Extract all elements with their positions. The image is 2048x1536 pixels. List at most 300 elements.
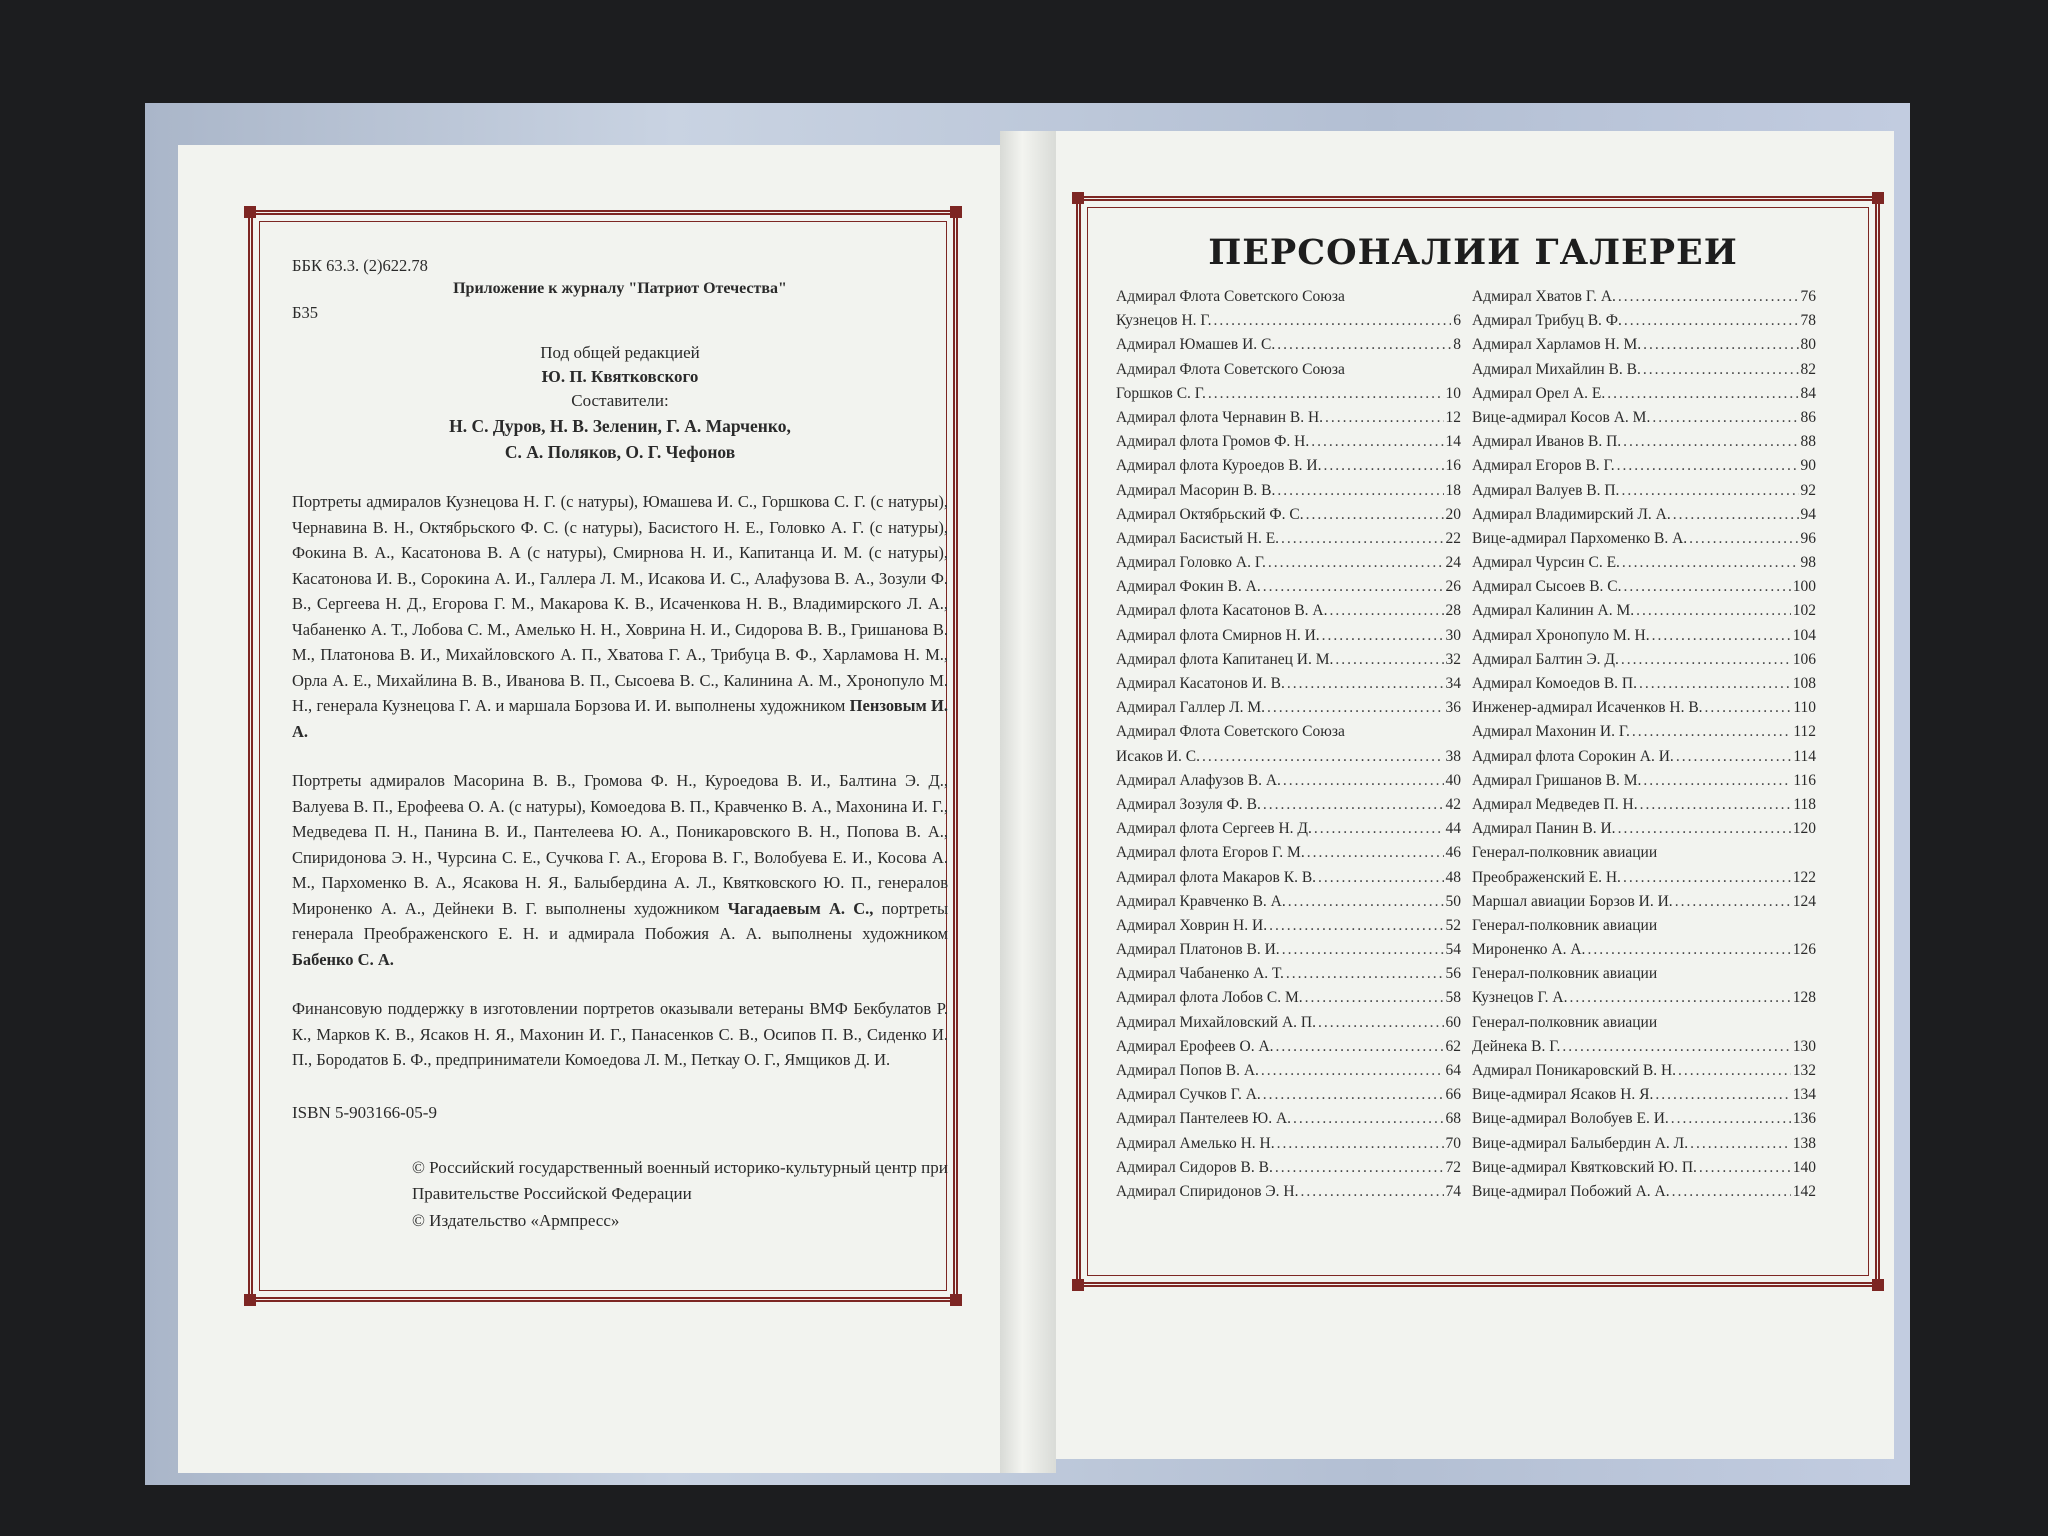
leader-dots — [1263, 578, 1444, 596]
entry-page-number: 46 — [1445, 844, 1461, 862]
bbk-code: ББК 63.3. (2)622.78 — [292, 256, 428, 275]
contents-entry — [1116, 482, 1461, 506]
entry-page-number: 14 — [1445, 433, 1461, 451]
entry-page-number: 134 — [1792, 1086, 1816, 1104]
sponsors-paragraph: Финансовую поддержку в изготовлении портретов оказывали ветераны ВМФ Бекбулатов Р. К., Марков К. В., Ясаков Н. Я., Махонин И. Г., Панасенков С. В., Осипов П. В., Сиденко И. П., Бородатов Б. Ф., предприниматели Комоедова Л. М., Петкау О. Г., Ямщиков Д. И. — [292, 999, 948, 1069]
entry-name: Адмирал Владимирский Л. А. — [1472, 505, 1671, 523]
entry-page-number: 122 — [1792, 868, 1816, 886]
entry-name: Вице-адмирал Квятковский Ю. П. — [1472, 1158, 1697, 1176]
entry-page-number: 92 — [1800, 481, 1816, 499]
contents-entry — [1116, 917, 1461, 941]
leader-dots — [1624, 312, 1799, 330]
contents-entry — [1116, 723, 1461, 747]
entry-name: Генерал-полковник авиации — [1472, 844, 1658, 862]
portraits-paragraph-2 — [292, 768, 948, 972]
entry-page-number: 100 — [1792, 578, 1816, 596]
leader-dots — [1318, 869, 1443, 887]
contents-entry — [1472, 965, 1816, 989]
contents-entry — [1472, 627, 1816, 651]
leader-dots — [1562, 1038, 1790, 1056]
entry-name: Инженер-адмирал Исаченков Н. В. — [1472, 699, 1703, 717]
entry-name: Адмирал Чурсин С. Е. — [1472, 554, 1620, 572]
contents-entry — [1472, 675, 1816, 699]
contents-entry — [1116, 409, 1461, 433]
contents-entry — [1116, 1135, 1461, 1159]
copyright-1: © Российский государственный военный историко-культурный центр при Правительстве Российской Федерации — [412, 1157, 948, 1203]
entry-page-number: 128 — [1792, 989, 1816, 1007]
leader-dots — [1261, 1062, 1444, 1080]
contents-entry — [1472, 844, 1816, 868]
contents-entry — [1472, 699, 1816, 723]
book-gutter — [1000, 131, 1056, 1473]
leader-dots — [1283, 772, 1444, 790]
entry-name: Адмирал Хронопуло М. Н. — [1472, 626, 1650, 644]
leader-dots — [1699, 1159, 1791, 1177]
entry-page-number: 56 — [1445, 965, 1461, 983]
entry-page-number: 120 — [1792, 820, 1816, 838]
entry-name: Адмирал Флота Советского Союза — [1116, 360, 1345, 378]
entry-name: Адмирал Галлер Л. М. — [1116, 699, 1266, 717]
contents-entry — [1472, 893, 1816, 917]
contents-entry — [1116, 433, 1461, 457]
contents-entry — [1472, 530, 1816, 554]
contents-entry — [1472, 1183, 1816, 1207]
contents-entry — [1472, 989, 1816, 1013]
entry-name: Адмирал Поникаровский В. Н. — [1472, 1062, 1677, 1079]
entry-page-number: 30 — [1445, 626, 1461, 644]
entry-page-number: 20 — [1445, 505, 1461, 523]
entry-name: Адмирал Попов В. А. — [1116, 1062, 1259, 1079]
leader-dots — [1639, 675, 1791, 693]
entry-name: Адмирал Сидоров В. В. — [1116, 1158, 1273, 1176]
entry-page-number: 10 — [1445, 384, 1461, 402]
entry-name: Кузнецов Г. А. — [1472, 989, 1568, 1007]
contents-entry — [1472, 748, 1816, 772]
entry-name: Исаков И. С. — [1116, 747, 1200, 765]
leader-dots — [1276, 1038, 1444, 1056]
artist-name-3: Бабенко С. А. — [292, 949, 394, 969]
entry-page-number: 90 — [1800, 457, 1816, 475]
entry-name: Адмирал Комоедов В. П. — [1472, 675, 1637, 692]
entry-name: Адмирал Калинин А. М. — [1472, 602, 1635, 620]
contents-entry — [1472, 457, 1816, 481]
contents-entry — [1472, 433, 1816, 457]
entry-name: Мироненко А. А. — [1472, 941, 1586, 959]
entry-name: Адмирал флота Касатонов В. А. — [1116, 602, 1328, 620]
leader-dots — [1632, 723, 1791, 741]
leader-dots — [1705, 699, 1792, 717]
contents-entry — [1116, 627, 1461, 651]
leader-dots — [1671, 1110, 1791, 1128]
entry-name: Адмирал флота Лобов С. М. — [1116, 989, 1303, 1007]
leader-dots — [1322, 627, 1444, 645]
entry-page-number: 16 — [1445, 457, 1461, 475]
entry-page-number: 136 — [1792, 1110, 1816, 1128]
entry-page-number: 76 — [1800, 288, 1816, 305]
entry-name: Горшков С. Г. — [1116, 384, 1206, 402]
entry-page-number: 18 — [1445, 481, 1461, 499]
contents-entry — [1116, 1062, 1461, 1086]
entry-page-number: 114 — [1793, 747, 1816, 765]
entry-name: Адмирал Иванов В. П. — [1472, 433, 1622, 451]
contents-entry — [1116, 651, 1461, 675]
entry-name: Адмирал флота Смирнов Н. И. — [1116, 626, 1320, 644]
artist-name-1: Пензовым И. А. — [292, 696, 949, 741]
leader-dots — [1268, 554, 1444, 572]
entry-name: Дейнека В. Г. — [1472, 1037, 1561, 1055]
leader-dots — [1652, 409, 1798, 427]
entry-name: Адмирал Ерофеев О. А. — [1116, 1037, 1274, 1055]
entry-name: Вице-адмирал Балыбердин А. Л. — [1472, 1134, 1689, 1152]
entry-name: Адмирал Головко А. Г. — [1116, 554, 1266, 572]
leader-dots — [1263, 796, 1444, 814]
entry-name: Вице-адмирал Волобуев Е. И. — [1472, 1110, 1669, 1128]
entry-name: Адмирал Михайлин В. В. — [1472, 360, 1641, 378]
entry-name: Кузнецов Н. Г. — [1116, 312, 1212, 330]
leader-dots — [1622, 554, 1799, 572]
copyright-2: © Издательство «Армпресс» — [412, 1210, 620, 1230]
leader-dots — [1275, 1159, 1444, 1177]
leader-dots — [1277, 336, 1451, 354]
contents-entry — [1472, 1159, 1816, 1183]
leader-dots — [1202, 748, 1444, 766]
entry-name: Вице-адмирал Побожий А. А. — [1472, 1182, 1670, 1200]
entry-page-number: 12 — [1445, 408, 1461, 426]
leader-dots — [1269, 917, 1443, 935]
entry-name: Адмирал Хватов Г. А. — [1472, 288, 1616, 305]
leader-dots — [1314, 820, 1444, 838]
leader-dots — [1293, 1110, 1443, 1128]
index-code: Б35 — [292, 303, 318, 322]
contents-entry — [1472, 941, 1816, 965]
leader-dots — [1636, 602, 1791, 620]
entry-page-number: 58 — [1445, 989, 1461, 1007]
entry-name: Генерал-полковник авиации — [1472, 965, 1658, 983]
entry-page-number: 80 — [1800, 336, 1816, 354]
entry-name: Адмирал Валуев В. П. — [1472, 481, 1620, 499]
entry-page-number: 24 — [1445, 554, 1461, 572]
entry-page-number: 64 — [1445, 1062, 1461, 1079]
leader-dots — [1621, 482, 1798, 500]
entry-name: Адмирал флота Сергеев Н. Д. — [1116, 820, 1312, 838]
entry-name: Адмирал Зозуля Ф. В. — [1116, 795, 1261, 813]
contents-entry — [1116, 578, 1461, 602]
contents-entry — [1472, 506, 1816, 530]
leader-dots — [1673, 506, 1799, 524]
leader-dots — [1277, 1135, 1444, 1153]
entry-name: Адмирал Октябрьский Ф. С. — [1116, 505, 1304, 523]
leader-dots — [1623, 869, 1791, 887]
contents-entry — [1472, 409, 1816, 433]
contents-entry — [1116, 361, 1461, 385]
contents-entry — [1116, 1086, 1461, 1110]
leader-dots — [1286, 965, 1444, 983]
entry-page-number: 38 — [1445, 747, 1461, 765]
leader-dots — [1335, 651, 1443, 669]
leader-dots — [1307, 844, 1444, 862]
entry-name: Адмирал флота Громов Ф. Н. — [1116, 433, 1310, 451]
entry-name: Генерал-полковник авиации — [1472, 916, 1658, 934]
contents-entry — [1116, 1183, 1461, 1207]
contents-entry — [1472, 869, 1816, 893]
entry-name: Адмирал флота Чернавин В. Н. — [1116, 408, 1324, 426]
leader-dots — [1617, 457, 1799, 475]
contents-entry — [1472, 482, 1816, 506]
contents-entry — [1472, 772, 1816, 796]
entry-page-number: 78 — [1800, 312, 1816, 330]
entry-page-number: 40 — [1445, 771, 1461, 789]
entry-page-number: 62 — [1445, 1037, 1461, 1055]
entry-name: Вице-адмирал Пархоменко В. А. — [1472, 529, 1688, 547]
leader-dots — [1672, 1183, 1791, 1201]
entry-page-number: 22 — [1445, 529, 1461, 547]
entry-page-number: 130 — [1792, 1037, 1816, 1055]
leader-dots — [1282, 941, 1444, 959]
entry-page-number: 28 — [1445, 602, 1461, 620]
entry-page-number: 54 — [1445, 941, 1461, 959]
entry-name: Адмирал Махонин И. Г. — [1472, 723, 1630, 741]
contents-entry — [1116, 772, 1461, 796]
leader-dots — [1643, 361, 1799, 379]
entry-page-number: 74 — [1445, 1182, 1461, 1200]
portraits-paragraph-1 — [292, 489, 948, 744]
contents-entry — [1116, 796, 1461, 820]
isbn: ISBN 5-903166-05-9 — [292, 1102, 437, 1122]
contents-entry — [1472, 288, 1816, 312]
contents-entry — [1116, 965, 1461, 989]
leader-dots — [1640, 796, 1792, 814]
entry-page-number: 72 — [1445, 1158, 1461, 1176]
leader-dots — [1623, 433, 1798, 451]
entry-page-number: 118 — [1793, 795, 1816, 813]
entry-name: Адмирал Масорин В. В. — [1116, 481, 1276, 499]
entry-page-number: 82 — [1800, 360, 1816, 378]
entry-page-number: 42 — [1445, 795, 1461, 813]
contents-entry — [1472, 796, 1816, 820]
entry-name: Адмирал Гришанов В. М. — [1472, 771, 1642, 789]
leader-dots — [1325, 409, 1443, 427]
contents-entry — [1116, 336, 1461, 360]
entry-name: Адмирал Сысоев В. С. — [1472, 578, 1622, 596]
entry-page-number: 102 — [1792, 602, 1816, 620]
leader-dots — [1624, 578, 1791, 596]
entry-page-number: 50 — [1445, 892, 1461, 910]
entry-name: Адмирал Чабаненко А. Т. — [1116, 965, 1284, 983]
entry-name: Адмирал Егоров В. Г. — [1472, 457, 1615, 475]
entry-page-number: 34 — [1445, 675, 1461, 692]
contents-entry — [1472, 554, 1816, 578]
entry-name: Адмирал флота Макаров К. В. — [1116, 868, 1317, 886]
contents-entry — [1116, 748, 1461, 772]
entry-page-number: 98 — [1800, 554, 1816, 572]
leader-dots — [1678, 1062, 1791, 1080]
contents-entry — [1472, 651, 1816, 675]
leader-dots — [1208, 385, 1444, 403]
contents-entry — [1472, 312, 1816, 336]
entry-page-number: 86 — [1800, 408, 1816, 426]
entry-name: Адмирал флота Сорокин А. И. — [1472, 747, 1674, 765]
entry-name: Адмирал Фокин В. А. — [1116, 578, 1261, 596]
leader-dots — [1214, 312, 1452, 330]
entry-name: Адмирал Касатонов И. В. — [1116, 675, 1285, 692]
entry-name: Адмирал Сучков Г. А. — [1116, 1086, 1261, 1104]
leader-dots — [1324, 457, 1444, 475]
contents-entry — [1472, 336, 1816, 360]
entry-page-number: 68 — [1445, 1110, 1461, 1128]
leader-dots — [1652, 627, 1791, 645]
entry-page-number: 106 — [1792, 650, 1816, 668]
leader-dots — [1305, 989, 1444, 1007]
entry-page-number: 60 — [1445, 1013, 1461, 1031]
entry-name: Адмирал Флота Советского Союза — [1116, 288, 1345, 305]
contents-entry — [1472, 820, 1816, 844]
contents-entry — [1116, 869, 1461, 893]
contents-entry — [1116, 1159, 1461, 1183]
entry-page-number: 138 — [1792, 1134, 1816, 1152]
entry-name: Вице-адмирал Ясаков Н. Я. — [1472, 1086, 1654, 1104]
entry-page-number: 126 — [1792, 941, 1816, 959]
entry-name: Адмирал Флота Советского Союза — [1116, 723, 1345, 741]
entry-page-number: 32 — [1445, 650, 1461, 668]
contents-entry — [1116, 989, 1461, 1013]
contents-entry — [1116, 893, 1461, 917]
leader-dots — [1587, 941, 1790, 959]
entry-page-number: 88 — [1800, 433, 1816, 451]
contents-entry — [1116, 1110, 1461, 1134]
contents-entry — [1116, 1038, 1461, 1062]
leader-dots — [1618, 288, 1799, 306]
entry-name: Адмирал флота Егоров Г. М. — [1116, 844, 1305, 862]
contents-entry — [1472, 385, 1816, 409]
entry-name: Генерал-полковник авиации — [1472, 1013, 1658, 1031]
leader-dots — [1570, 989, 1791, 1007]
entry-page-number: 132 — [1792, 1062, 1816, 1079]
contents-entry — [1116, 554, 1461, 578]
leader-dots — [1281, 530, 1443, 548]
entry-page-number: 116 — [1793, 771, 1816, 789]
entry-name: Адмирал Трибуц В. Ф. — [1472, 312, 1622, 330]
entry-name: Адмирал Пантелеев Ю. А. — [1116, 1110, 1292, 1128]
entry-page-number: 6 — [1453, 312, 1461, 330]
contents-entry — [1116, 1014, 1461, 1038]
contents-entry — [1472, 1062, 1816, 1086]
entry-name: Адмирал Платонов В. И. — [1116, 941, 1280, 959]
contents-entry — [1116, 675, 1461, 699]
entry-name: Маршал авиации Борзов И. И. — [1472, 892, 1673, 910]
leader-dots — [1655, 1086, 1790, 1104]
leader-dots — [1607, 385, 1798, 403]
compilers-label: Составители: — [571, 391, 669, 410]
entry-name: Адмирал флота Куроедов В. И. — [1116, 457, 1322, 475]
paragraph-1-text: Портреты адмиралов Кузнецова Н. Г. (с натуры), Юмашева И. С., Горшкова С. Г. (с натуры), Чернавина В. Н., Октябрьского Ф. С. (с натуры), Басистого Н. Е., Головко А. Г. (с натуры), Фокина В. А., Касатонова В. А (с натуры), Смирнова Н. И., Капитанца И. М. (с натуры), Касатонова И. В., Сорокина А. И., Галлера Л. М., Исакова И. С., Алафузова В. А., Зозули Ф. В., Сергеева Н. Д., Егорова Г. М., Макарова К. В., Исаченкова Н. В., Владимирского Л. А., Чабаненко А. Т., Лобова С. М., Амелько Н. Н., Ховрина Н. И., Сидорова В. В., Гришанова В. М., Платонова В. И., Михайловского А. П., Хватова Г. А., Трибуца В. Ф., Харламова Н. М., Орла А. Е., Михайлина В. В., Иванова В. П., Сысоева В. С., Калинина А. М., Хронопуло М. Н., генерала Кузнецова Г. А. и маршала Борзова И. И. выполнены художником — [292, 492, 948, 715]
leader-dots — [1643, 772, 1791, 790]
contents-entry — [1116, 844, 1461, 868]
leader-dots — [1690, 1135, 1791, 1153]
entry-page-number: 8 — [1453, 336, 1461, 354]
leader-dots — [1267, 699, 1443, 717]
page-title: ПЕРСОНАЛИИ ГАЛЕРЕИ — [1208, 232, 1738, 273]
entry-name: Адмирал Алафузов В. А. — [1116, 771, 1281, 789]
entry-name: Адмирал Спиридонов Э. Н. — [1116, 1182, 1299, 1200]
contents-entry — [1472, 1086, 1816, 1110]
leader-dots — [1311, 433, 1443, 451]
compilers-line-1: Н. С. Дуров, Н. В. Зеленин, Г. А. Марченко, — [449, 416, 791, 436]
entry-name: Адмирал Басистый Н. Е. — [1116, 529, 1280, 547]
entry-name: Преображенский Е. Н. — [1472, 868, 1621, 886]
entry-page-number: 66 — [1445, 1086, 1461, 1104]
contents-entry — [1472, 361, 1816, 385]
leader-dots — [1263, 1086, 1444, 1104]
contents-column-1 — [1116, 288, 1461, 1207]
entry-page-number: 96 — [1800, 529, 1816, 547]
contents-entry — [1472, 1038, 1816, 1062]
leader-dots — [1318, 1014, 1444, 1032]
entry-name: Адмирал Харламов Н. М. — [1472, 336, 1642, 354]
entry-page-number: 44 — [1445, 820, 1461, 838]
contents-entry — [1116, 312, 1461, 336]
contents-entry — [1116, 941, 1461, 965]
editor-name: Ю. П. Квятковского — [541, 367, 699, 386]
contents-entry — [1472, 1110, 1816, 1134]
entry-page-number: 36 — [1445, 699, 1461, 717]
contents-entry — [1472, 917, 1816, 941]
contents-entry — [1472, 723, 1816, 747]
leader-dots — [1300, 1183, 1443, 1201]
leader-dots — [1287, 675, 1444, 693]
entry-name: Адмирал Орел А. Е. — [1472, 384, 1606, 402]
entry-name: Адмирал Кравченко В. А. — [1116, 892, 1286, 910]
leader-dots — [1689, 530, 1798, 548]
entry-name: Адмирал Панин В. И. — [1472, 820, 1616, 838]
entry-page-number: 124 — [1792, 892, 1816, 910]
entry-page-number: 52 — [1445, 916, 1461, 934]
supplement-note: Приложение к журналу "Патриот Отечества" — [453, 280, 787, 297]
leader-dots — [1277, 482, 1443, 500]
contents-entry — [1472, 602, 1816, 626]
entry-page-number: 108 — [1792, 675, 1816, 692]
contents-entry — [1116, 457, 1461, 481]
leader-dots — [1676, 748, 1792, 766]
leader-dots — [1288, 893, 1444, 911]
contents-entry — [1116, 820, 1461, 844]
contents-entry — [1116, 506, 1461, 530]
entry-page-number: 104 — [1792, 626, 1816, 644]
imprint-block — [292, 253, 948, 1231]
contents-entry — [1116, 602, 1461, 626]
entry-page-number: 26 — [1445, 578, 1461, 596]
leader-dots — [1621, 651, 1791, 669]
contents-entry — [1116, 288, 1461, 312]
leader-dots — [1618, 820, 1791, 838]
editor-label: Под общей редакцией — [540, 343, 700, 362]
entry-page-number: 48 — [1445, 868, 1461, 886]
paragraph-2-text: Портреты адмиралов Масорина В. В., Громова Ф. Н., Куроедова В. И., Балтина Э. Д., Валуева В. П., Ерофеева О. А. (с натуры), Комоедова В. П., Кравченко В. А., Махонина И. Г., Медведева П. Н., Панина В. И., Пантелеева Ю. А., Поникаровского В. Н., Попова В. А., Спиридонова Э. Н., Чурсина С. Е., Сучкова Г. А., Егорова В. Г., Волобуева Е. И., Косова А. М., Пархоменко В. А., Ясакова Н. Я., Балыбердина А. Л., Квятковского Ю. П., генералов Мироненко А. А., Дейнеки В. Г. выполнены художником — [292, 771, 948, 918]
entry-page-number: 94 — [1800, 505, 1816, 523]
entry-name: Адмирал флота Капитанец И. М. — [1116, 650, 1334, 668]
entry-page-number: 84 — [1800, 384, 1816, 402]
entry-page-number: 110 — [1793, 699, 1816, 717]
contents-entry — [1116, 385, 1461, 409]
leader-dots — [1675, 893, 1791, 911]
artist-name-2: Чагадаевым А. С., — [727, 898, 874, 918]
contents-entry — [1472, 1014, 1816, 1038]
entry-page-number: 70 — [1445, 1134, 1461, 1152]
contents-column-2 — [1472, 288, 1816, 1207]
leader-dots — [1330, 602, 1444, 620]
entry-name: Адмирал Балтин Э. Д. — [1472, 650, 1619, 668]
contents-entry — [1116, 530, 1461, 554]
leader-dots — [1306, 506, 1444, 524]
